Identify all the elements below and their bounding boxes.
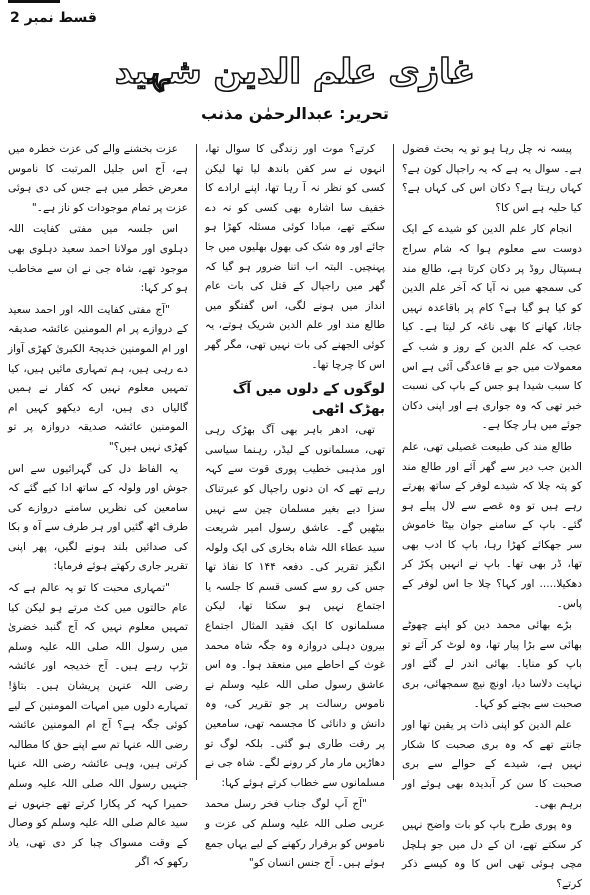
column-divider xyxy=(196,144,197,780)
paragraph: انجام کار علم الدین کو شیدے کے ایک دوست سے معلوم ہوا کہ شام سراج ہسپتال روڈ پر دکان کرتا ہے، طالع مند کی سمجھ میں نہ آیا کہ آخر علم الدین کو کیا ہو گیا ہے؟ کام پر باقاعدہ نہیں جاتا، کھانے کا بھی ناغہ کر لیتا ہے۔ کیا عجب کہ علم الدین کے روز و شب کے معمولات میں جو بے قاعدگی آئی ہے اس کا سبب شیدا ہو جس کے باپ کی نسبت خبر تھی کہ وہ جواری ہے اور اپنی دکان جوئے میں ہار چکا ہے۔ xyxy=(402,223,582,432)
author-container xyxy=(0,104,590,123)
column-right xyxy=(402,140,582,890)
paragraph: علم الدین کو اپنی ذات پر یقین تھا اور جانتے تھے کہ وہ بری صحبت کا شکار نہیں ہے، شیدے کے حوالے سے بری صحبت کا سن کر آبدیدہ بھی ہوئے اور برہم بھی۔ xyxy=(402,719,582,810)
article-title: غازی علم الدین شہید xyxy=(114,52,476,92)
episode-number: قسط نمبر 2 xyxy=(10,10,97,26)
quote-paragraph: "آج آپ لوگ جناب فخر رسل محمد عربی صلی اللہ علیہ وسلم کی عزت و ناموس کو برقرار رکھنے کے لیے یہاں جمع ہوئے ہیں۔ آج جنس انسان کو" xyxy=(205,798,385,870)
paragraph: اس جلسہ میں مفتی کفایت اللہ دہلوی اور مولانا احمد سعید دہلوی بھی موجود تھے، شاہ جی نے ان سے مخاطب ہو کر کہا: xyxy=(8,223,188,295)
title-container xyxy=(0,52,590,92)
paragraph: تھی، ادھر باہر بھی آگ بھڑک رہی تھی، مسلمانوں کے لیڈر، رہنما سیاسی اور مذہبی خطیب پوری قوت سے کہہ رہے تھے کہ ان دنوں راجپال کو عبرتناک سزا دیے بغیر مسلمان چین سے نہیں بیٹھیں گے۔ عاشق رسول امیر شریعت سید عطاء اللہ شاہ بخاری کی ایک ولولہ انگیز تقریر کی۔ دفعہ ۱۴۴ کا نفاذ تھا جس کی رو سے کسی قسم کا جلسہ یا اجتماع نہیں ہو سکتا تھا، لیکن مسلمانوں کا ایک فقید المثال اجتماع بیرون دہلی دروازہ وہ جگہ شاہ محمد غوث کے احاطے میں منعقد ہوا۔ وہ اس عاشق رسول صلی اللہ علیہ وسلم نے ناموس رسالت پر جو تقریر کی، وہ دانش و دانائی کا مجسمہ تھی، سامعین پر رقت طاری ہو گئی۔ بلکہ لوگ تو دھاڑیں مار مار کر رونے لگے۔ شاہ جی نے مسلمانوں سے خطاب کرتے ہوئے کہا: xyxy=(205,424,385,789)
column-left xyxy=(8,140,188,869)
paragraph: عزت بخشنے والے کی عزت خطرہ میں ہے، آج اس جلیل المرتبت کا ناموس معرض خطر میں ہے جس کی دی ہوئی عزت پر تمام موجودات کو ناز ہے۔" xyxy=(8,143,188,214)
section-subheading: لوگوں کے دلوں میں آگ بھڑک اٹھی xyxy=(232,381,385,418)
paragraph: وہ پوری طرح باپ کو بات واضح نہیں کر سکتے تھے، ان کے دل میں جو ہلچل مچی ہوئی تھی اس کا وہ کیسے ذکر کرتے؟ xyxy=(402,819,582,890)
paragraph: یہ الفاظ دل کی گہرائیوں سے اس جوش اور ولولہ کے ساتھ ادا کیے گئے کہ سامعین کی نظریں سامنے دروازے کی طرف اٹھ گئیں اور ہر طرف سے آہ و بکا کی صدائیں بلند ہونے لگیں، پھر اپنی تقریر جاری رکھتے ہوئے فرمایا: xyxy=(8,462,188,573)
column-middle xyxy=(205,140,385,870)
quote-paragraph: "تمہاری محبت کا تو یہ عالم ہے کہ عام حالتوں میں کٹ مرتے ہو لیکن کیا تمہیں معلوم نہیں کہ آج گنبد خضریٰ میں رسول اللہ صلی اللہ علیہ وسلم تڑپ رہے ہیں۔ آج خدیجہ اور عائشہ رضی اللہ عنہن پریشان ہیں۔ بتاؤ! تمہارے دلوں میں امہات المومنین کے لیے کوئی جگہ ہے؟ آج ام المومنین عائشہ رضی اللہ عنہا تم سے اپنے حق کا مطالبہ کرتی ہیں، وہی عائشہ رضی اللہ عنہا جنہیں رسول اللہ صلی اللہ علیہ وسلم حمیرا کہہ کر پکارا کرتے تھے جنہوں نے سید عالم صلی اللہ علیہ وسلم کو وصال کے وقت مسواک چبا کر دی تھی، یاد رکھو کہ اگر xyxy=(8,582,188,869)
quote-paragraph: "آج مفتی کفایت اللہ اور احمد سعید کے دروازے پر ام المومنین عائشہ صدیقہ اور ام المومنین خدیجۃ الکبریٰ کھڑی آواز دے رہی ہیں، ہم تمہاری مائیں ہیں، کیا تمہیں معلوم نہیں کہ کفار نے ہمیں گالیاں دی ہیں، ارے دیکھو کہیں ام المومنین عائشہ صدیقہ دروازہ پر تو کھڑی نہیں ہیں؟" xyxy=(8,303,188,453)
column-divider xyxy=(393,144,394,780)
paragraph: بڑے بھائی محمد دین کو اپنے چھوٹے بھائی سے بڑا پیار تھا، وہ لوٹ کر آئے تو باپ کو منایا۔ بھائی اندر لے گئے اور نہایت دلاسا دیا، اونچ نیچ سمجھائی، بری صحبت سے بچنے کو کہا۔ xyxy=(402,619,582,710)
paragraph: کرتے؟ موت اور زندگی کا سوال تھا، انہوں نے سر کفن باندھ لیا تھا لیکن کسی کو نظر نہ آ رہا تھا، اپنے ارادے کا خفیف سا اشارہ بھی کسی کو نہ دے سکتے تھے، مبادا کوئی مسئلہ کھڑا ہو جائے اور وہ شک کی بھول بھلیوں میں جا پہنچیں۔ البتہ اب اتنا ضرور ہو گیا کہ گھر میں راجپال کے قتل کی بات عام انداز میں ہونے لگی، اس گفتگو میں طالع مند اور علم الدین شریک ہوتے، یہ کوئی الجھنے کی بات نہیں تھی، مگر گھر اس کا چرچا تھا۔ xyxy=(205,143,385,371)
article-columns xyxy=(8,140,582,890)
paragraph: پیسہ نہ چل رہا ہو تو یہ بحث فضول ہے۔ سوال یہ ہے کہ یہ راجپال کون ہے؟ کہاں رہتا ہے؟ دکان اس کی کہاں ہے؟ کیا حلیہ ہے اس کا؟ xyxy=(402,143,582,214)
paragraph: طالع مند کی طبیعت غصیلی تھی، علم الدین جب دیر سے گھر آئے اور طالع مند کو پتہ چلا کہ شیدے لوفر کے ساتھ پھرتے رہے ہیں تو وہ غصے سے لال پیلے ہو گئے۔ باپ کے سامنے جوان بیٹا خاموش سر جھکائے کھڑا رہا، باپ کا ادب بھی تھا، ڈر بھی تھا۔ باپ نے انہیں پکڑ کر دھکیلا..... اور کہا؟ چلا جا اس لوفر کے پاس۔ xyxy=(402,440,582,610)
author-byline: تحریر: عبدالرحمٰن مذنب xyxy=(201,104,389,123)
